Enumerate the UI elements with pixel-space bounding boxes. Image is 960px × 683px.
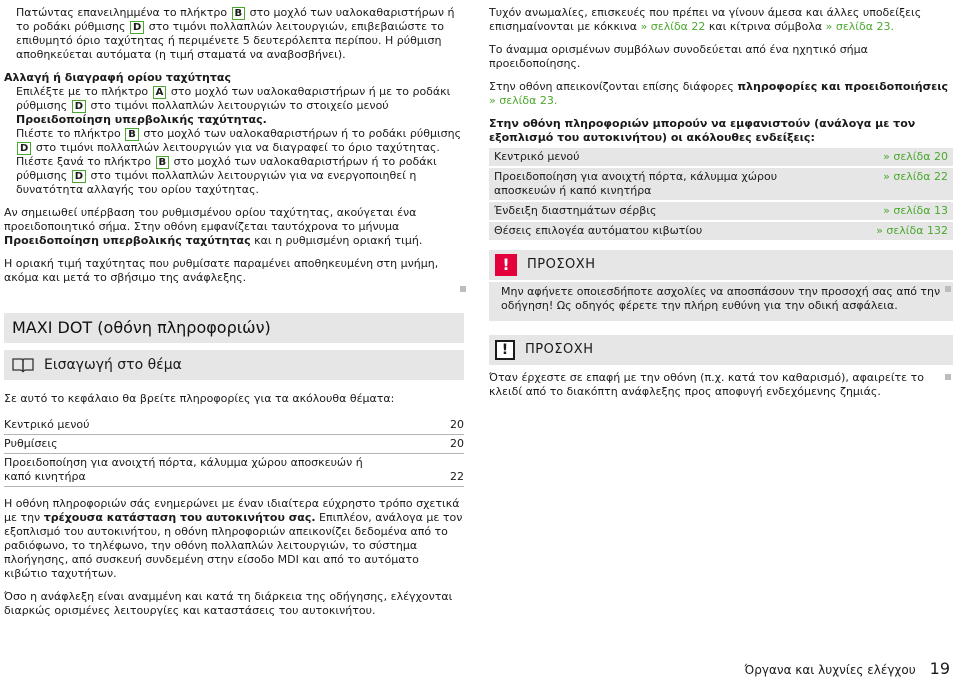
page-ref-link[interactable]: » σελίδα 23. — [489, 94, 558, 107]
paragraph-ignition-checks: Όσο η ανάφλεξη είναι αναμμένη και κατά τη διάρκεια της οδήγησης, ελέγχονται διαρκώς ορισμένες λειτουργίες και καταστάσεις του αυτοκινήτου. — [4, 590, 453, 617]
caution-body — [489, 365, 953, 399]
section-end-marker — [460, 286, 466, 292]
key-label: D — [130, 21, 144, 34]
step-text: στο μοχλό των υαλοκαθαριστήρων ή με το ροδάκι ρύθμισης — [16, 85, 451, 112]
page-footer — [744, 659, 951, 678]
subheading-change-delete: Αλλαγή ή διαγραφή ορίου ταχύτητας — [4, 71, 231, 84]
step-arrow-icon — [4, 127, 16, 141]
toc-list — [4, 416, 464, 487]
toc-row[interactable] — [4, 435, 464, 454]
page-number: 19 — [929, 659, 950, 678]
step-text: στο μοχλό των υαλοκαθαριστήρων ή το ροδάκι ρύθμισης — [143, 127, 462, 140]
page-ref-link[interactable]: » σελίδα 13 — [833, 201, 953, 221]
table-cell-label: Θέσεις επιλογέα αυτόματου κιβωτίου — [489, 221, 833, 241]
step-text: στο τιμόνι πολλαπλών λειτουργιών για να ενεργοποιηθεί η δυνατότητα αλλαγής του ορίου ταχύτητας. — [16, 169, 417, 196]
paragraph-text: Αν σημειωθεί υπέρβαση του ρυθμισμένου ορίου ταχύτητας, ακούγεται ένα προειδοποιητικό σήμα. Στην οθόνη εμφανίζεται ταυτόχρονα το μήνυμα — [4, 206, 417, 233]
warning-text: Μην αφήνετε οποιεσδήποτε ασχολίες να αποσπάσουν την προσοχή σας από την οδήγηση! Ως οδηγός φέρετε την πλήρη ευθύνη για την οδική ασφάλεια. — [501, 285, 941, 312]
step-arrow-icon — [4, 155, 16, 169]
page-ref-link[interactable]: » σελίδα 23. — [825, 20, 895, 33]
section-end-marker — [945, 286, 951, 292]
key-label: B — [156, 156, 170, 169]
toc-page: 20 — [450, 437, 464, 450]
table-cell-label: Προειδοποίηση για ανοιχτή πόρτα, κάλυμμα χώρου αποσκευών ή καπό κινητήρα — [489, 167, 833, 201]
page-ref-link[interactable]: » σελίδα 20 — [833, 148, 953, 167]
key-label: B — [125, 128, 139, 141]
toc-page: 20 — [450, 418, 464, 431]
left-column — [4, 6, 464, 618]
page-ref-link[interactable]: » σελίδα 132 — [833, 221, 953, 241]
step-select-menu — [4, 85, 464, 127]
caution-icon: ! — [495, 340, 515, 360]
intro-bar — [4, 350, 464, 380]
paragraph-text: Η οθόνη πληροφοριών σάς ενημερώνει με έναν ιδιαίτερα εύχρηστο τρόπο σχετικά με την — [4, 497, 460, 524]
page-ref-link[interactable]: » σελίδα 22 — [640, 20, 706, 33]
key-label: D — [72, 100, 86, 113]
section-end-marker — [945, 374, 951, 380]
page-ref-link[interactable]: » σελίδα 22 — [833, 167, 953, 201]
subheading-display-items: Στην οθόνη πληροφοριών μπορούν να εμφανιστούν (ανάλογα με τον εξοπλισμό του αυτοκινήτου) οι ακόλουθες ενδείξεις: — [489, 117, 916, 144]
warning-title: ΠΡΟΣΟΧΗ — [527, 257, 596, 272]
toc-row[interactable] — [4, 416, 464, 435]
table-row — [489, 167, 953, 201]
menu-item-name: Προειδοποίηση υπερβολικής ταχύτητας. — [16, 113, 267, 126]
toc-title: Ρυθμίσεις — [4, 437, 58, 450]
step-arrow-icon — [4, 85, 16, 99]
toc-title: Προειδοποίηση για ανοιχτή πόρτα, κάλυμμα χώρου αποσκευών ή καπό κινητήρα — [4, 456, 363, 483]
toc-title: Κεντρικό μενού — [4, 418, 90, 431]
step-enable-change — [4, 155, 464, 197]
paragraph-text: Πατώντας επανειλημμένα το πλήκτρο — [16, 6, 228, 19]
step-text: στο τιμόνι πολλαπλών λειτουργιών για να διαγραφεί το όριο ταχύτητας. — [35, 141, 440, 154]
footer-chapter-title: Όργανα και λυχνίες ελέγχου — [744, 663, 916, 677]
section-title-bar — [4, 313, 464, 343]
intro-title: Εισαγωγή στο θέμα — [44, 357, 182, 373]
paragraph-confirm-limit — [4, 6, 464, 62]
table-row — [489, 221, 953, 241]
toc-intro: Σε αυτό το κεφάλαιο θα βρείτε πληροφορίες για τα ακόλουθα θέματα: — [4, 392, 395, 405]
book-icon — [12, 357, 34, 373]
key-label: D — [72, 170, 86, 183]
paragraph-info-warnings — [489, 80, 953, 108]
step-text: στο μοχλό των υαλοκαθαριστήρων ή το ροδάκι ρύθμισης — [16, 155, 437, 182]
table-cell-label: Ένδειξη διαστημάτων σέρβις — [489, 201, 833, 221]
display-items-table — [489, 148, 953, 242]
right-column — [489, 6, 953, 399]
warning-header — [489, 250, 953, 280]
message-name: Προειδοποίηση υπερβολικής ταχύτητας — [4, 234, 251, 247]
paragraph-anomalies — [489, 6, 953, 34]
key-label: A — [153, 86, 167, 99]
paragraph-text: και κίτρινα σύμβολα — [708, 20, 823, 33]
paragraph-exceed-warning — [4, 206, 464, 248]
emphasis-text: τρέχουσα κατάσταση του αυτοκινήτου σας. — [43, 511, 316, 524]
warning-body — [489, 280, 953, 321]
paragraph-text: Επιπλέον, ανάλογα με τον εξοπλισμό του αυτοκινήτου, η οθόνη πληροφοριών απεικονίζει δεδομένα από το ραδιόφωνο, το τηλέφωνο, την οθόνη πολλαπλών λειτουργιών, το σύστημα πλοήγησης, από συσκευή συνδεμένη στην είσοδο MDI και από το αυτόματο κιβώτιο ταχυτήτων. — [4, 511, 463, 580]
paragraph-memory: Η οριακή τιμή ταχύτητας που ρυθμίσατε παραμένει αποθηκευμένη στη μνήμη, ακόμα και μετά το σβήσιμο της ανάφλεξης. — [4, 257, 439, 284]
paragraph-text: και η ρυθμισμένη οριακή τιμή. — [254, 234, 423, 247]
table-row — [489, 148, 953, 167]
step-delete-limit — [4, 127, 464, 155]
table-row — [489, 201, 953, 221]
warning-icon: ! — [495, 254, 517, 276]
paragraph-sound-signal: Το άναμμα ορισμένων συμβόλων συνοδεύεται από ένα ηχητικό σήμα προειδοποίησης. — [489, 43, 868, 70]
caution-header — [489, 335, 953, 365]
paragraph-text: στο μοχλό των υαλοκαθαριστήρων ή το ροδάκι ρύθμισης — [16, 6, 455, 33]
section-title: MAXI DOT (οθόνη πληροφοριών) — [12, 318, 271, 337]
paragraph-display-info — [4, 497, 464, 581]
step-text: στο τιμόνι πολλαπλών λειτουργιών το στοιχείο μενού — [90, 99, 389, 112]
caution-text: Όταν έρχεστε σε επαφή με την οθόνη (π.χ. κατά τον καθαρισμό), αφαιρείτε το κλειδί από το διακόπτη ανάφλεξης προς αποφυγή ενδεχόμενης ζημιάς. — [489, 371, 924, 398]
toc-row[interactable] — [4, 454, 464, 487]
step-text: Πιέστε ξανά το πλήκτρο — [16, 155, 152, 168]
caution-title: ΠΡΟΣΟΧΗ — [525, 342, 594, 357]
toc-page: 22 — [450, 470, 464, 483]
step-text: Επιλέξτε με το πλήκτρο — [16, 85, 149, 98]
key-label: B — [232, 7, 246, 20]
step-text: Πιέστε το πλήκτρο — [16, 127, 121, 140]
paragraph-text: Στην οθόνη απεικονίζονται επίσης διάφορες — [489, 80, 734, 93]
paragraph-text: στο τιμόνι πολλαπλών λειτουργιών, επιβεβαιώστε το επιθυμητό όριο ταχύτητας ή περιμένετε 5 δευτερόλεπτα περίπου. Η ρύθμιση αποθηκεύεται αυτόματα (η τιμή σταματά να αναβοσβήνει). — [16, 20, 444, 61]
table-cell-label: Κεντρικό μενού — [489, 148, 833, 167]
emphasis-text: πληροφορίες και προειδοποιήσεις — [737, 80, 949, 93]
paragraph-text: Τυχόν ανωμαλίες, επισκευές που πρέπει να γίνουν άμεσα και άλλες υποδείξεις επισημαίνονται με κόκκινα — [489, 6, 922, 33]
key-label: D — [17, 142, 31, 155]
